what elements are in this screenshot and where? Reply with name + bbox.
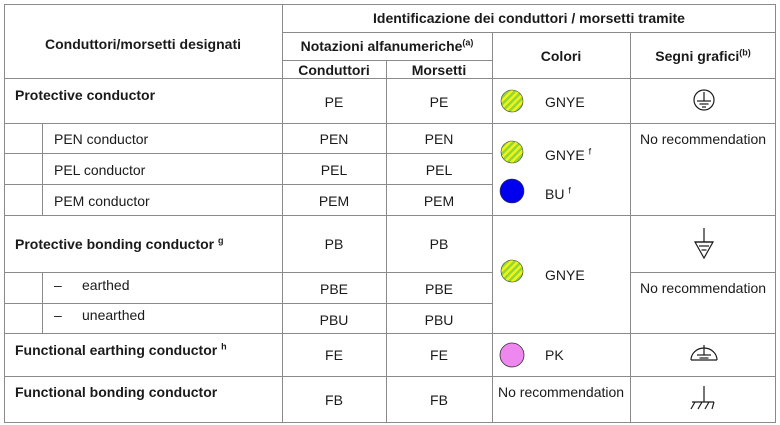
blue-swatch-pen [500,179,524,203]
gnye-swatch-pb [501,260,523,282]
header-designated: Conduttori/morsetti designati [45,36,241,52]
row-pel-name: PEL conductor [54,162,146,178]
row-fb-cond: FB [325,392,343,408]
row-pel-cond: PEL [320,162,348,178]
row-pbu-dash: – [54,307,62,323]
row-pbu-name: unearthed [82,307,146,323]
row-pb-name-label: Protective bonding conductor [15,236,215,252]
header-colors: Colori [540,48,582,64]
protective-earth-icon [694,90,714,110]
row-pem-name: PEM conductor [54,193,150,209]
row-pbu-cond: PBU [319,312,349,328]
row-fe-name-label: Functional earthing conductor [15,342,218,358]
row-pen-symbol-text: No recommendation [639,131,767,147]
pink-swatch-fe [500,343,524,367]
row-fe-term: FE [430,347,448,363]
row-pbe-name: earthed [82,277,130,293]
row-pbe-dash: – [54,277,62,293]
row-pen-color1 [545,147,591,163]
header-symbols-label: Segni grafici [655,48,740,64]
row-pb-name [15,236,224,252]
row-pb-term: PB [429,236,449,252]
header-terminals: Morsetti [411,62,467,78]
row-pen-color2 [545,186,571,202]
header-conductors: Conduttori [298,62,370,78]
row-pbe-cond: PBE [319,281,349,297]
row-pb-color: GNYE [545,267,585,283]
gnye-swatch-pen [501,141,523,163]
equipotential-bonding-icon [695,228,713,258]
row-fe-color: PK [545,347,564,363]
gnye-swatch-pe [501,90,523,112]
row-pen-color1-note: f [588,146,592,157]
row-fe-note: h [221,341,227,352]
header-main-group: Identificazione dei conduttori / morsetti tramite [373,10,685,26]
row-pen-color2-label: BU [545,186,565,202]
functional-earth-icon [691,345,717,360]
row-pb-cond: PB [324,236,344,252]
row-pb-symbol-text: No recommendation [639,280,767,296]
header-alnum-label: Notazioni alfanumeriche [300,38,463,54]
row-pe-name: Protective conductor [15,87,156,103]
row-fe-name [15,342,227,358]
header-alnum-group [301,38,474,54]
row-pb-note: g [218,235,224,246]
row-pen-color2-note: f [568,185,571,196]
row-pe-cond: PE [324,94,344,110]
row-pel-term: PEL [425,162,453,178]
row-pen-cond: PEN [319,131,349,147]
row-pbe-term: PBE [424,281,454,297]
row-pem-term: PEM [423,193,455,209]
row-pe-color: GNYE [545,94,585,110]
header-alnum-note: (a) [462,37,474,48]
row-fb-term: FB [430,392,448,408]
header-symbols-note: (b) [739,47,751,58]
row-pbu-term: PBU [424,312,454,328]
row-pen-term: PEN [424,131,454,147]
chassis-frame-icon [691,386,714,409]
row-fb-name: Functional bonding conductor [15,384,218,400]
header-symbols [655,48,751,64]
row-fe-cond: FE [325,347,343,363]
row-pen-color1-label: GNYE [545,147,585,163]
row-pem-cond: PEM [318,193,350,209]
row-pen-name: PEN conductor [54,131,149,147]
row-pe-term: PE [429,94,449,110]
row-fb-color-text: No recommendation [498,384,625,400]
